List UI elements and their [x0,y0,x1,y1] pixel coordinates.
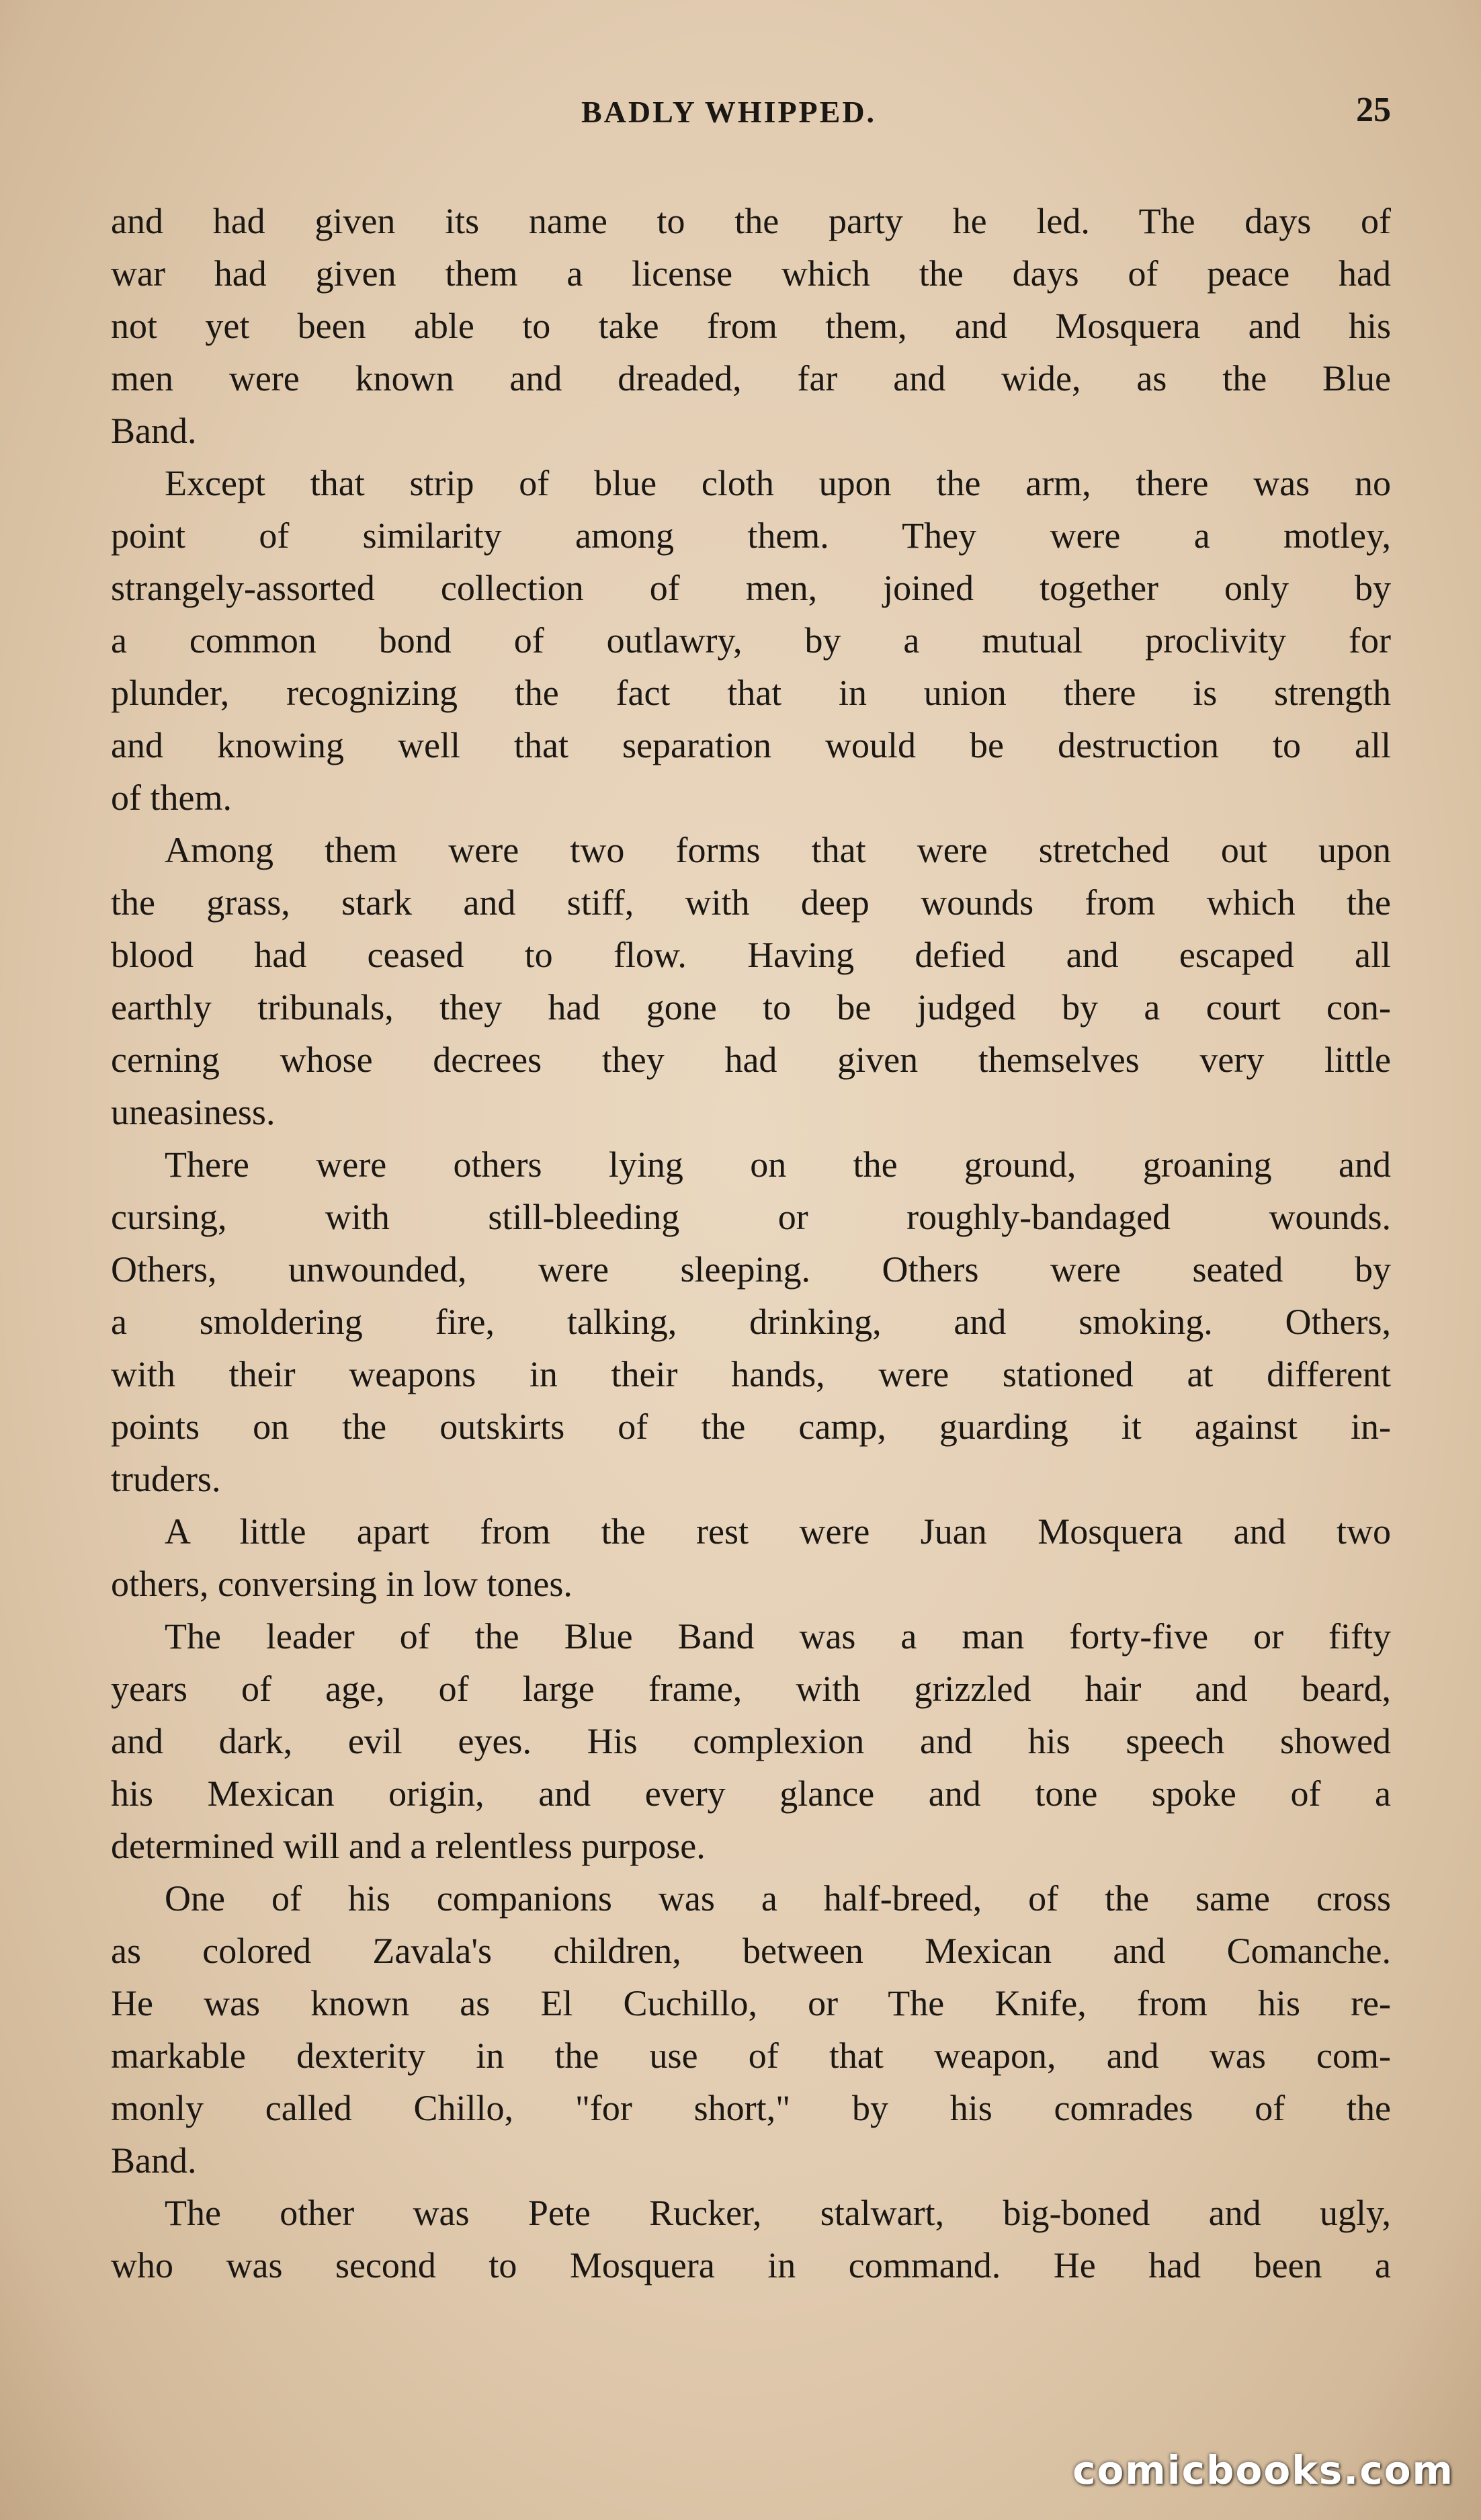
text-line: He was known as El Cuchillo, or The Knife, from his re- [111,1983,1391,2023]
text-line: There were others lying on the ground, groaning and [165,1144,1391,1185]
text-line: earthly tribunals, they had gone to be judged by a court con- [111,987,1391,1027]
text-line: The leader of the Blue Band was a man forty-five or fifty [165,1616,1391,1656]
text-line: The other was Pete Rucker, stalwart, big-boned and ugly, [165,2193,1391,2233]
text-line: years of age, of large frame, with grizzled hair and beard, [111,1669,1391,1709]
page-header [111,87,1391,134]
text-line: cursing, with still-bleeding or roughly-bandaged wounds. [111,1197,1391,1237]
body-text [111,195,1391,2292]
text-line: Except that strip of blue cloth upon the arm, there was no [165,463,1391,503]
text-line: his Mexican origin, and every glance and tone spoke of a [111,1773,1391,1814]
text-line: plunder, recognizing the fact that in union there is strength [111,673,1391,713]
text-line: Others, unwounded, were sleeping. Others were seated by [111,1249,1391,1290]
text-line: Band. [111,2140,197,2181]
text-line: not yet been able to take from them, and Mosquera and his [111,306,1391,346]
running-title: BADLY WHIPPED. [581,95,877,129]
text-line: as colored Zavala's children, between Mexican and Comanche. [111,1931,1391,1971]
text-line: men were known and dreaded, far and wide, as the Blue [111,358,1391,398]
text-line: cerning whose decrees they had given themselves very little [111,1040,1391,1080]
text-line: truders. [111,1459,221,1499]
text-line: One of his companions was a half-breed, of the same cross [165,1878,1391,1919]
text-line: of them. [111,778,232,818]
text-line: Band. [111,411,197,451]
text-line: with their weapons in their hands, were stationed at different [111,1354,1391,1394]
text-line: points on the outskirts of the camp, guarding it against in- [111,1406,1391,1447]
text-line: strangely-assorted collection of men, joined together only by [111,568,1391,608]
text-line: Among them were two forms that were stretched out upon [165,830,1391,870]
text-line: a smoldering fire, talking, drinking, and smoking. Others, [111,1302,1391,1342]
text-line: A little apart from the rest were Juan Mosquera and two [165,1511,1391,1552]
text-line: and knowing well that separation would be destruction to all [111,725,1391,765]
text-line: who was second to Mosquera in command. He had been a [111,2245,1391,2285]
page-number: 25 [1356,91,1391,129]
text-line: war had given them a license which the days of peace had [111,253,1391,294]
text-line: others, conversing in low tones. [111,1564,573,1604]
text-line: and dark, evil eyes. His complexion and his speech showed [111,1721,1391,1761]
text-line: a common bond of outlawry, by a mutual proclivity for [111,620,1391,661]
text-line: markable dexterity in the use of that weapon, and was com- [111,2035,1391,2076]
text-line: point of similarity among them. They were a motley, [111,515,1391,556]
text-line: blood had ceased to flow. Having defied and escaped all [111,935,1391,975]
text-line: uneasiness. [111,1092,276,1132]
text-line: determined will and a relentless purpose. [111,1826,706,1866]
text-line: the grass, stark and stiff, with deep wounds from which the [111,882,1391,923]
text-line: and had given its name to the party he led. The days of [111,201,1391,241]
watermark: comicbooks.com [1072,2447,1454,2493]
text-line: monly called Chillo, "for short," by his comrades of the [111,2088,1391,2128]
